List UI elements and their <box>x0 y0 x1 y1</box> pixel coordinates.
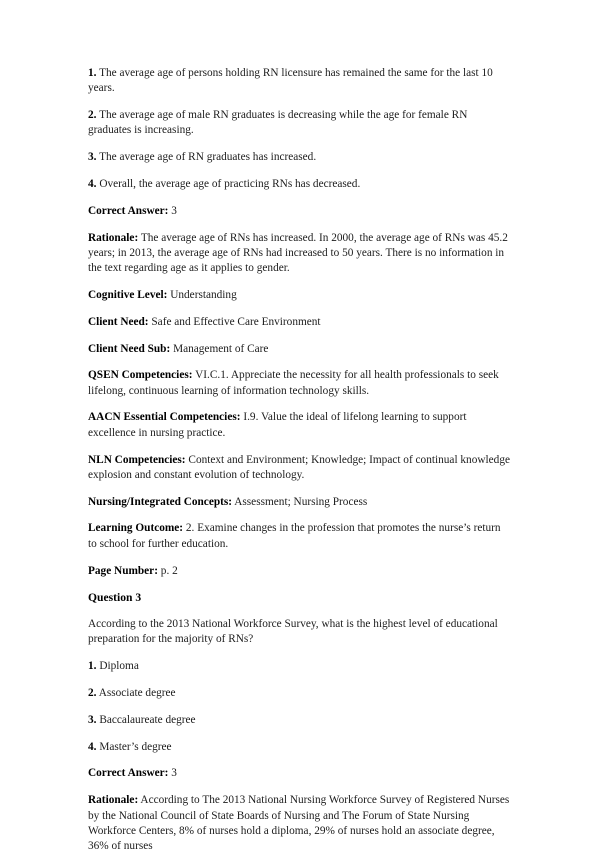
option-text: The average age of persons holding RN licensure has remained the same for the last 10 years. <box>88 67 493 95</box>
option-text: Diploma <box>99 660 139 673</box>
metadata-value: 3 <box>171 204 177 217</box>
metadata-label: Learning Outcome: <box>88 522 184 535</box>
answer-option <box>88 177 512 192</box>
metadata-value: Assessment; Nursing Process <box>234 495 368 508</box>
question-heading: Question 3 <box>88 591 142 605</box>
metadata-value: 2. Examine changes in the profession that promotes the nurse’s return to school for further education. <box>88 522 501 550</box>
metadata-label: Client Need: <box>88 315 149 328</box>
answer-option <box>88 659 512 674</box>
metadata-label: Correct Answer: <box>88 767 169 780</box>
answer-option <box>88 66 512 97</box>
answer-option <box>88 150 512 165</box>
question-stem: According to the 2013 National Workforce Survey, what is the highest level of educational preparation for the majority of RNs? <box>88 618 498 646</box>
metadata-value: VI.C.1. Appreciate the necessity for all health professionals to seek lifelong, continuous learning of information technology skills. <box>88 369 499 397</box>
metadata-label: AACN Essential Competencies: <box>88 411 241 424</box>
metadata-correct-answer <box>88 766 512 781</box>
option-number: 2. <box>88 687 97 700</box>
metadata-page-number <box>88 564 512 579</box>
option-number: 3. <box>88 713 97 726</box>
metadata-rationale <box>88 793 512 854</box>
metadata-cognitive-level <box>88 288 512 303</box>
option-number: 1. <box>88 660 97 673</box>
option-text: The average age of male RN graduates is decreasing while the age for female RN graduates is increasing. <box>88 109 468 137</box>
metadata-client-need-sub <box>88 342 512 357</box>
option-text: Master’s degree <box>99 740 172 753</box>
answer-option <box>88 108 512 139</box>
option-number: 4. <box>88 740 97 753</box>
metadata-learning-outcome <box>88 521 512 552</box>
metadata-value: Management of Care <box>173 342 269 355</box>
metadata-value: p. 2 <box>160 564 178 577</box>
option-text: Overall, the average age of practicing RNs has decreased. <box>99 177 361 190</box>
metadata-label: Cognitive Level: <box>88 288 168 301</box>
metadata-nursing-concepts <box>88 495 512 510</box>
metadata-qsen-competencies <box>88 368 512 399</box>
metadata-label: Rationale: <box>88 231 139 244</box>
metadata-value: Context and Environment; Knowledge; Impact of continual knowledge explosion and constant evolution of technology. <box>88 453 510 481</box>
metadata-client-need <box>88 315 512 330</box>
option-text: Baccalaureate degree <box>99 713 196 726</box>
metadata-label: Client Need Sub: <box>88 342 171 355</box>
metadata-label: Rationale: <box>88 794 139 807</box>
option-number: 4. <box>88 177 97 190</box>
metadata-value: Safe and Effective Care Environment <box>151 315 321 328</box>
metadata-label: Page Number: <box>88 564 158 577</box>
option-number: 2. <box>88 109 97 122</box>
metadata-nln-competencies <box>88 453 512 484</box>
metadata-label: NLN Competencies: <box>88 453 186 466</box>
metadata-value: According to The 2013 National Nursing Workforce Survey of Registered Nurses by the National Council of State Boards of Nursing and The Forum of State Nursing Workforce Centers, 8% of nurses hold a diploma, 29% of nurses hold an associate degree, 36% of nurses <box>88 794 510 853</box>
metadata-rationale <box>88 231 512 277</box>
option-number: 3. <box>88 151 97 164</box>
metadata-value: Understanding <box>170 288 237 301</box>
metadata-label: Correct Answer: <box>88 204 169 217</box>
metadata-aacn-competencies <box>88 410 512 441</box>
option-number: 1. <box>88 67 97 79</box>
metadata-label: QSEN Competencies: <box>88 369 193 382</box>
text-column <box>88 66 512 854</box>
metadata-correct-answer <box>88 204 512 219</box>
answer-option <box>88 686 512 701</box>
metadata-value: The average age of RNs has increased. In 2000, the average age of RNs was 45.2 years; in 2013, the average age of RNs had increased to 50 years. There is no information in the text regarding age as it applies to gender. <box>88 231 508 275</box>
metadata-label: Nursing/Integrated Concepts: <box>88 495 233 508</box>
metadata-value: 3 <box>171 767 177 780</box>
answer-option <box>88 713 512 728</box>
answer-option <box>88 740 512 755</box>
metadata-value: I.9. Value the ideal of lifelong learning to support excellence in nursing practice. <box>88 411 467 439</box>
option-text: Associate degree <box>98 687 176 700</box>
option-text: The average age of RN graduates has increased. <box>99 151 317 164</box>
